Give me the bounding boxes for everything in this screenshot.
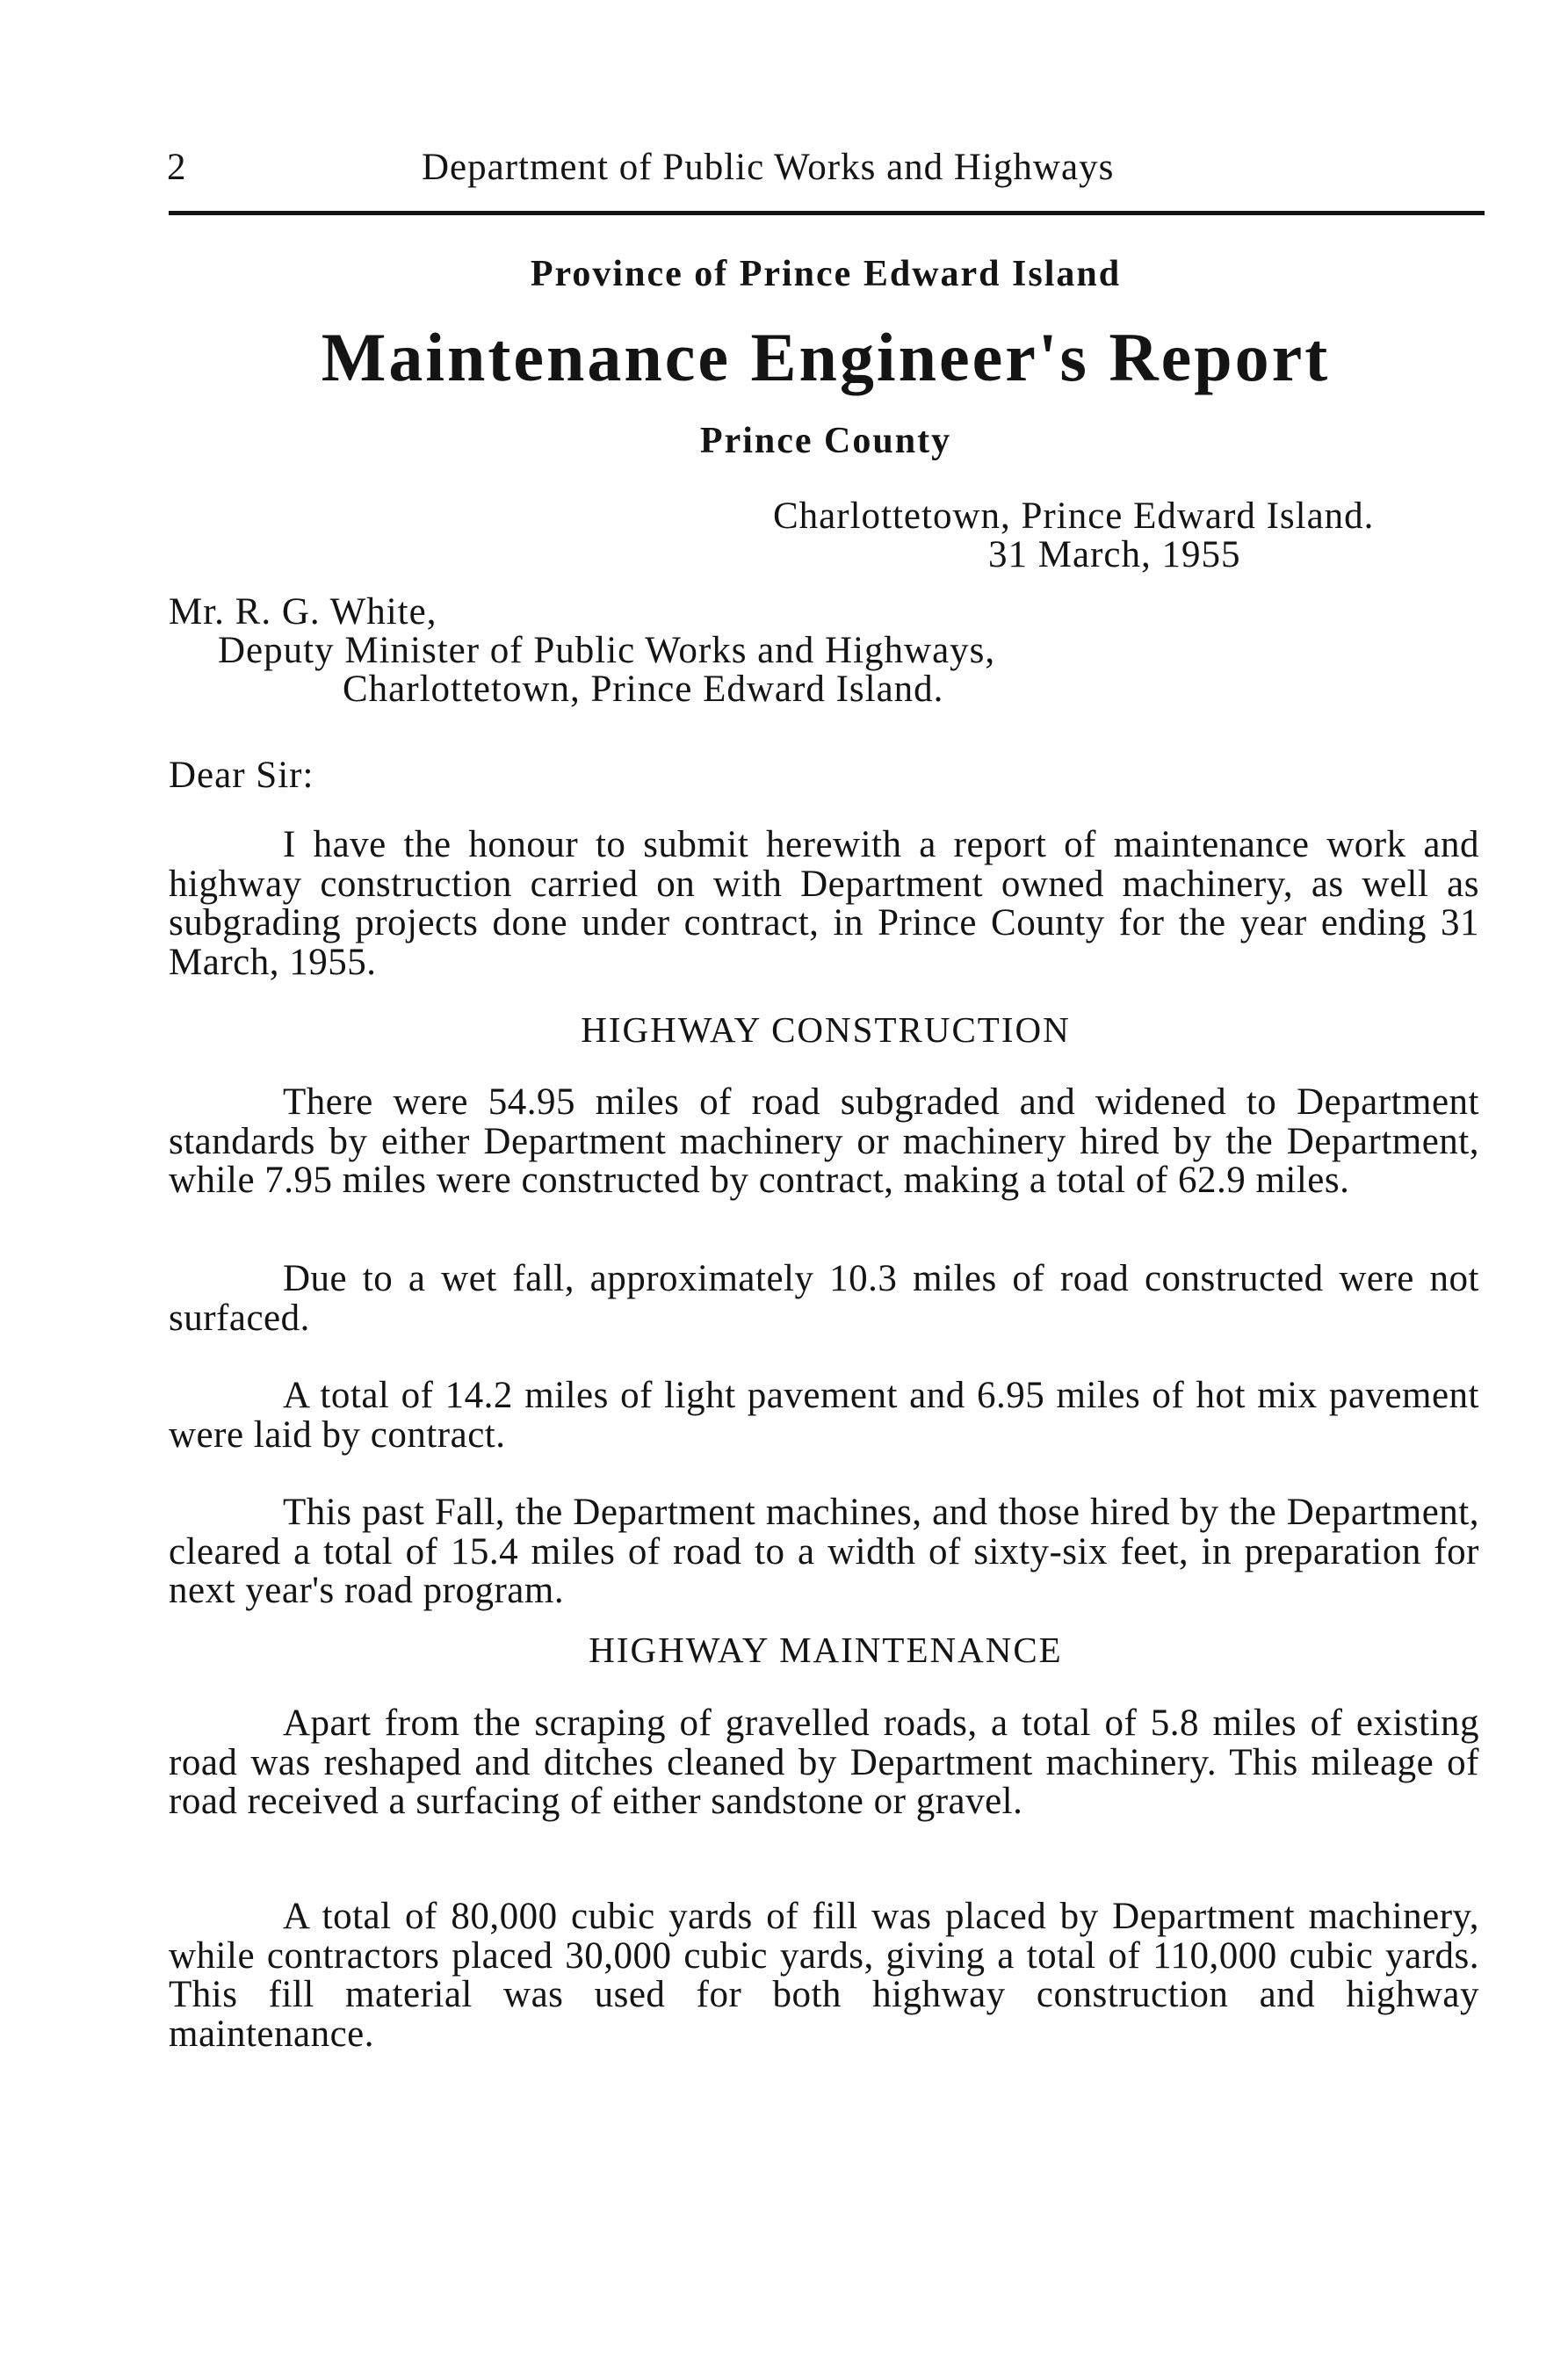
running-header (167, 146, 1485, 199)
salutation: Dear Sir: (169, 755, 314, 796)
recipient-name: Mr. R. G. White, (169, 591, 437, 633)
construction-paragraph: A total of 14.2 miles of light pavement and 6.95 miles of hot mix pavement were laid by contract. (169, 1375, 1479, 1456)
section-heading-construction: HIGHWAY CONSTRUCTION (581, 1009, 1071, 1050)
maintenance-paragraph: Apart from the scraping of gravelled roads, a total of 5.8 miles of existing road was reshaped and ditches cleaned by Department machinery. This mileage of road received a surfacing of either sandstone or gravel. (169, 1703, 1479, 1822)
dateline-date: 31 March, 1955 (988, 534, 1241, 575)
report-title: Maintenance Engineer's Report (321, 319, 1331, 395)
province-line: Province of Prince Edward Island (530, 254, 1122, 294)
page-number: 2 (167, 147, 187, 188)
dateline-place: Charlottetown, Prince Edward Island. (773, 495, 1375, 537)
construction-paragraph: Due to a wet fall, approximately 10.3 miles of road constructed were not surfaced. (169, 1258, 1479, 1339)
running-title: Department of Public Works and Highways (422, 147, 1115, 188)
construction-paragraph: There were 54.95 miles of road subgraded and widened to Department standards by either Department machinery or machinery hired by the Department, while 7.95 miles were constructed by contract, making a total of 62.9 miles. (169, 1081, 1479, 1201)
county-line: Prince County (699, 421, 952, 461)
section-heading-maintenance: HIGHWAY MAINTENANCE (589, 1630, 1063, 1670)
dateline (773, 497, 1493, 575)
recipient-address-block (169, 593, 1223, 709)
recipient-title: Deputy Minister of Public Works and Highways, (218, 630, 996, 671)
maintenance-paragraph: A total of 80,000 cubic yards of fill was placed by Department machinery, while contractors placed 30,000 cubic yards, giving a total of 110,000 cubic yards. This fill material was used for both highway construction and highway maintenance. (169, 1896, 1479, 2055)
intro-paragraph: I have the honour to submit herewith a report of maintenance work and highway construction carried on with Department owned machinery, as well as subgrading projects done under contract, in Prince County for the year ending 31 March, 1955. (169, 824, 1479, 983)
recipient-address: Charlottetown, Prince Edward Island. (343, 669, 944, 710)
header-rule (169, 211, 1485, 215)
construction-paragraph: This past Fall, the Department machines, and those hired by the Department, cleared a total of 15.4 miles of road to a width of sixty-six feet, in preparation for next year's road program. (169, 1492, 1479, 1611)
